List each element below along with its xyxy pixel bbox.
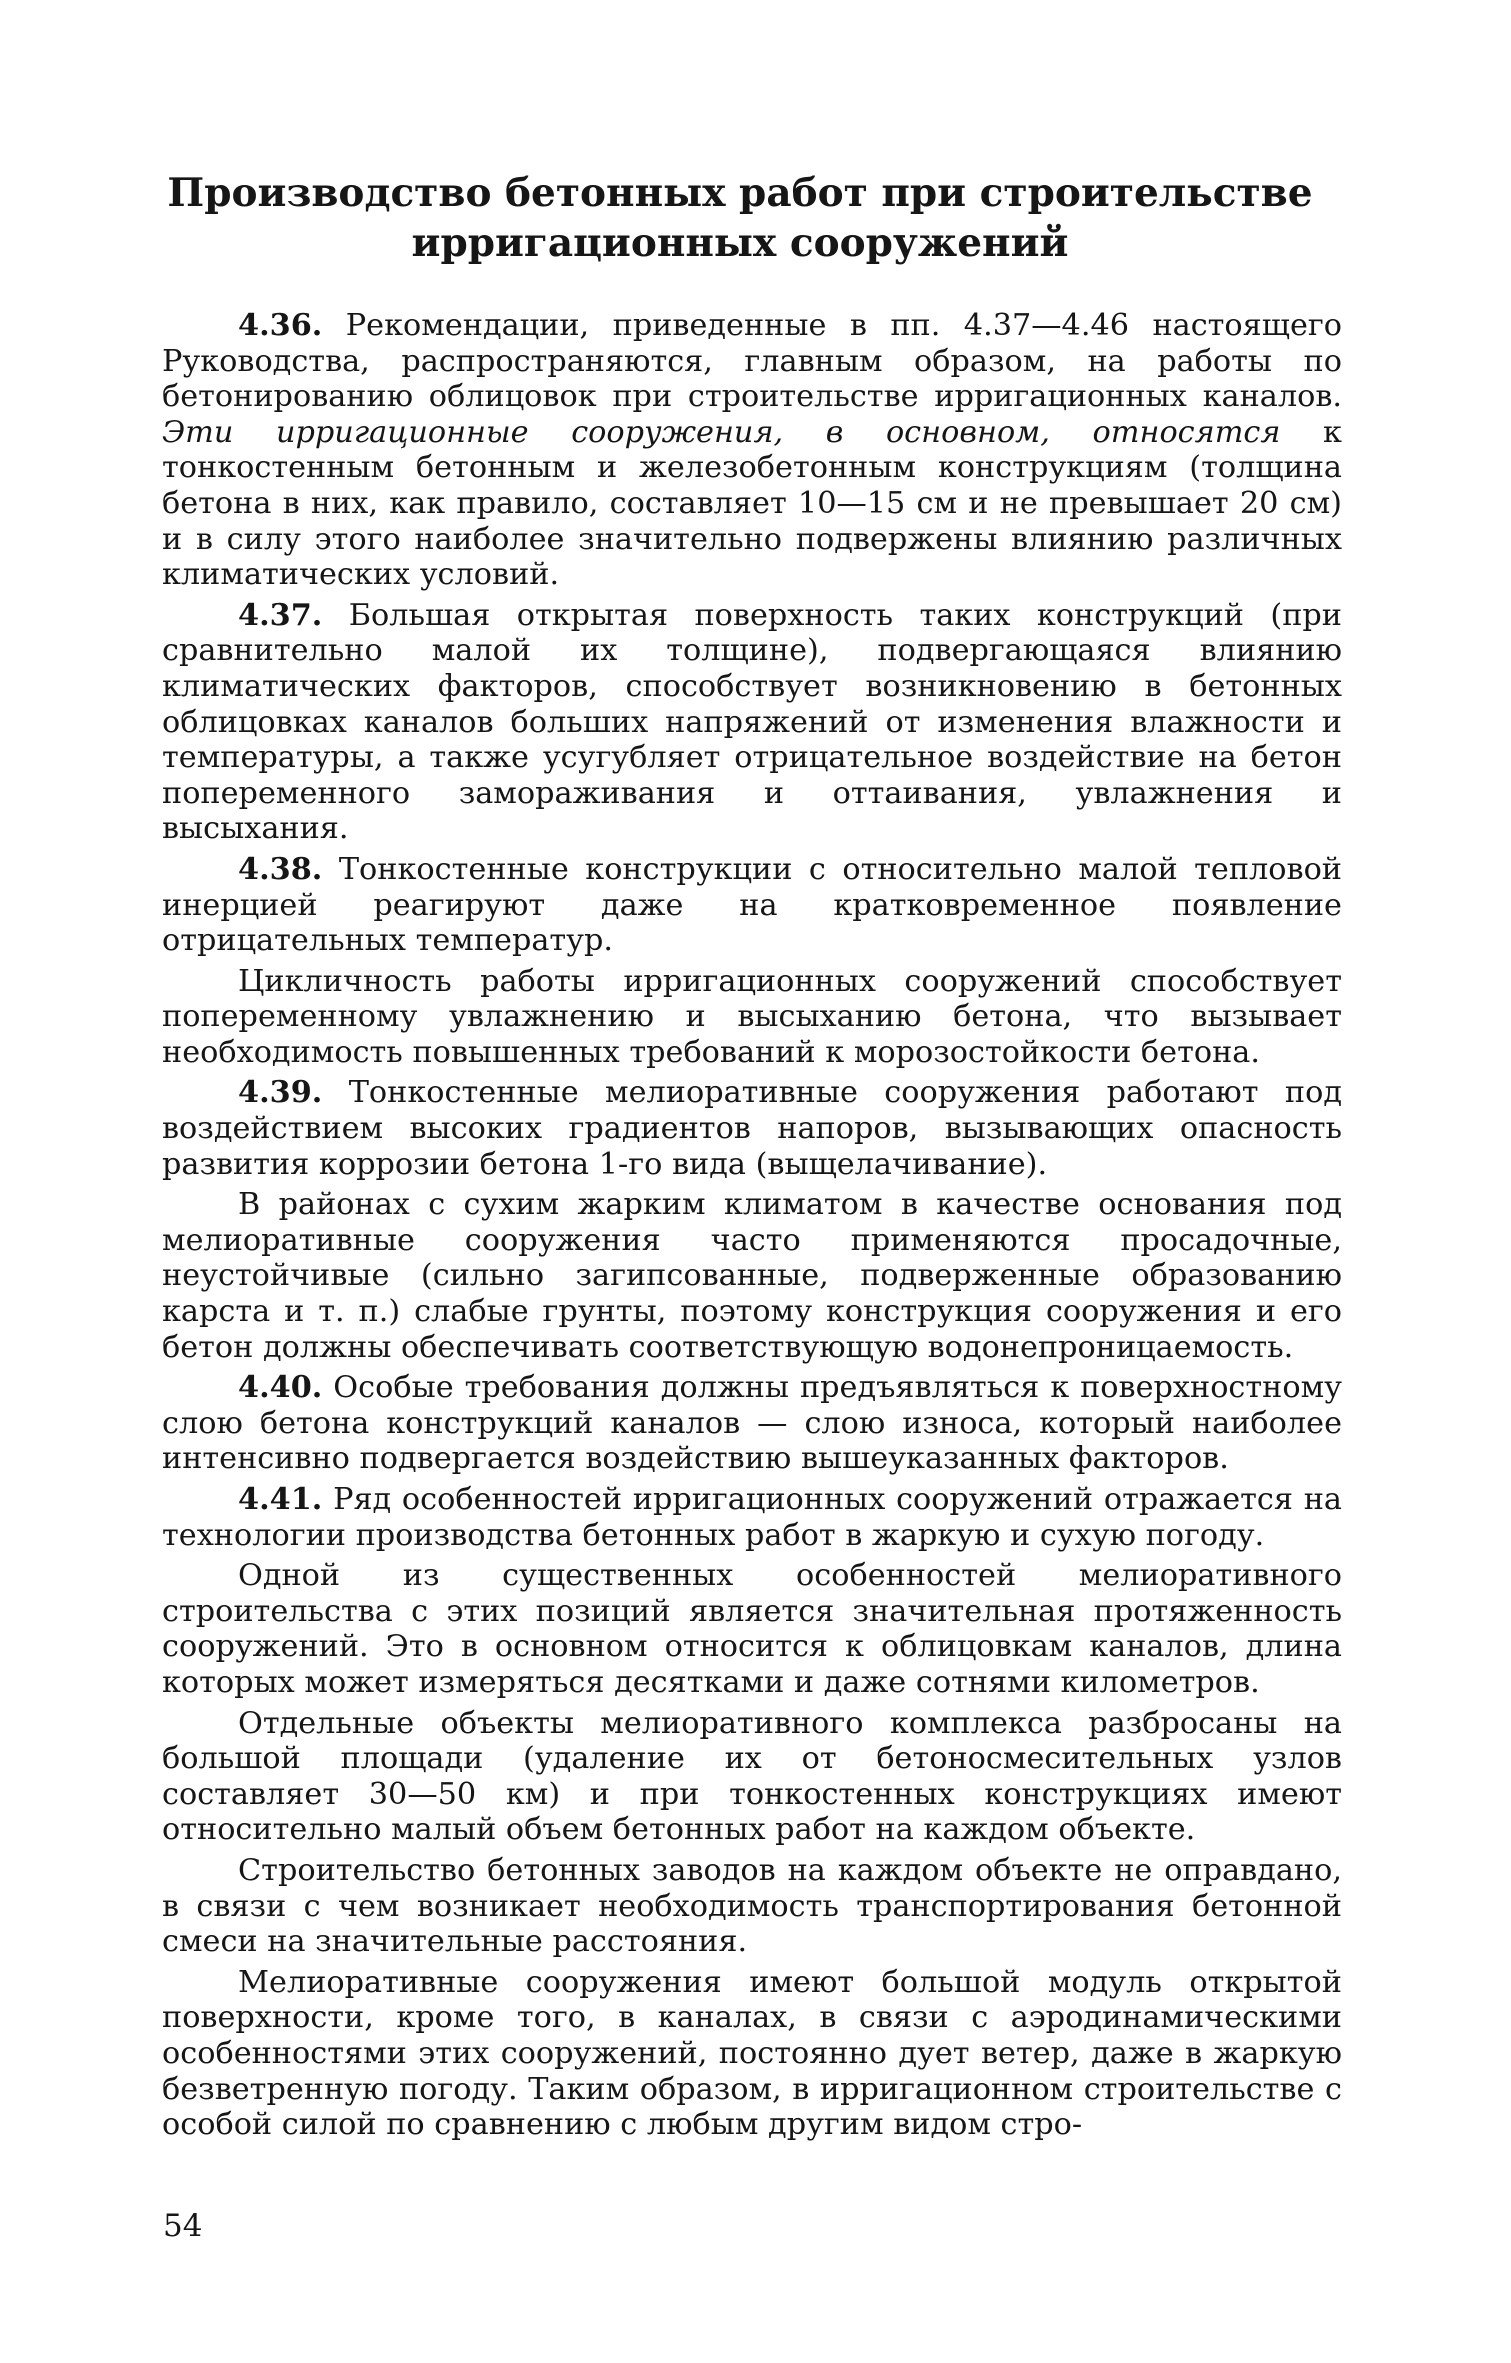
- paragraph-text: В районах с сухим жарким климатом в качестве основания под мелиоративные сооружения часто применяются просадочные, неустойчивые (сильно загипсованные, подверженные образованию карста и т. п.) слабые грунты, поэтому конструкция сооружения и его бетон должны обеспечивать соответствующую водонепроницаемость.: [162, 1187, 1342, 1365]
- paragraph-4-41-cont-4: [162, 1965, 1342, 2143]
- paragraph-number: 4.38.: [238, 851, 323, 887]
- page-number: 54: [163, 2208, 203, 2244]
- paragraph-italic-text: Эти ирригационные сооружения, в основном, относятся: [162, 414, 1281, 450]
- paragraph-text: Цикличность работы ирригационных сооружений способствует попеременному увлажнению и высыханию бетона, что вызывает необходимость повышенных требований к морозостойкости бетона.: [162, 963, 1342, 1070]
- paragraph-4-39: [162, 1075, 1342, 1182]
- paragraph-text: Одной из существенных особенностей мелиоративного строительства с этих позиций является значительная протяженность сооружений. Это в основном относится к облицовкам каналов, длина которых может измеряться десятками и даже сотнями километров.: [162, 1558, 1342, 1700]
- paragraph-4-36: [162, 308, 1342, 593]
- paragraph-4-38-cont: [162, 964, 1342, 1071]
- paragraph-number: 4.41.: [238, 1482, 323, 1517]
- paragraph-number: 4.39.: [238, 1075, 323, 1111]
- paragraph-4-38: [162, 852, 1342, 959]
- title-line-2: ирригационных сооружений: [411, 220, 1069, 266]
- paragraph-text-tail: к тонкостенным бетонным и железобетонным конструкциям (толщина бетона в них, как правило, составляет 10—15 см и не превышает 20 см) и в силу этого наиболее значительно подвержены влиянию различных климатических условий.: [162, 414, 1342, 593]
- paragraph-text: Тонкостенные мелиоративные сооружения работают под воздействием высоких градиентов напоров, вызывающих опасность развития коррозии бетона 1-го вида (выщелачивание).: [162, 1075, 1342, 1182]
- page-title: [150, 168, 1330, 268]
- paragraph-text: Строительство бетонных заводов на каждом объекте не оправдано, в связи с чем возникает необходимость транспортирования бетонной смеси на значительные расстояния.: [162, 1852, 1342, 1960]
- paragraph-4-41-cont-2: [162, 1706, 1342, 1848]
- paragraph-4-41-cont-3: [162, 1853, 1342, 1960]
- paragraph-text: Тонкостенные конструкции с относительно малой тепловой инерцией реагируют даже на кратковременное появление отрицательных температур.: [162, 851, 1342, 959]
- paragraph-text: Большая открытая поверхность таких конструкций (при сравнительно малой их толщине), подвергающаяся влиянию климатических факторов, способствует возникновению в бетонных облицовках каналов больших напряжений от изменения влажности и температуры, а также усугубляет отрицательное воздействие на бетон попеременного замораживания и оттаивания, увлажнения и высыхания.: [162, 597, 1342, 847]
- paragraph-4-41: [162, 1482, 1342, 1553]
- body-text: [162, 308, 1342, 2148]
- paragraph-text: Мелиоративные сооружения имеют большой модуль открытой поверхности, кроме того, в каналах, в связи с аэродинамическими особенностями этих сооружений, постоянно дует ветер, даже в жаркую безветренную погоду. Таким образом, в ирригационном строительстве с особой силой по сравнению с любым другим видом стро-: [162, 1964, 1342, 2143]
- title-line-1: Производство бетонных работ при строительстве: [167, 170, 1313, 216]
- paragraph-text: Ряд особенностей ирригационных сооружений отражается на технологии производства бетонных работ в жаркую и сухую погоду.: [162, 1482, 1342, 1553]
- paragraph-number: 4.37.: [238, 597, 323, 633]
- paragraph-text: Отдельные объекты мелиоративного комплекса разбросаны на большой площади (удаление их от бетоносмесительных узлов составляет 30—50 км) и при тонкостенных конструкциях имеют относительно малый объем бетонных работ на каждом объекте.: [162, 1705, 1342, 1848]
- paragraph-number: 4.36.: [238, 308, 323, 343]
- paragraph-text: Рекомендации, приведенные в пп. 4.37—4.46 настоящего Руководства, распространяются, главным образом, на работы по бетонированию облицовок при строительстве ирригационных каналов.: [162, 308, 1342, 415]
- paragraph-4-37: [162, 598, 1342, 847]
- paragraph-4-40: [162, 1370, 1342, 1477]
- paragraph-text: Особые требования должны предъявляться к поверхностному слою бетона конструкций каналов — слою износа, который наиболее интенсивно подвергается воздействию вышеуказанных факторов.: [162, 1370, 1342, 1477]
- paragraph-4-39-cont: [162, 1187, 1342, 1365]
- paragraph-number: 4.40.: [238, 1370, 323, 1406]
- paragraph-4-41-cont-1: [162, 1558, 1342, 1700]
